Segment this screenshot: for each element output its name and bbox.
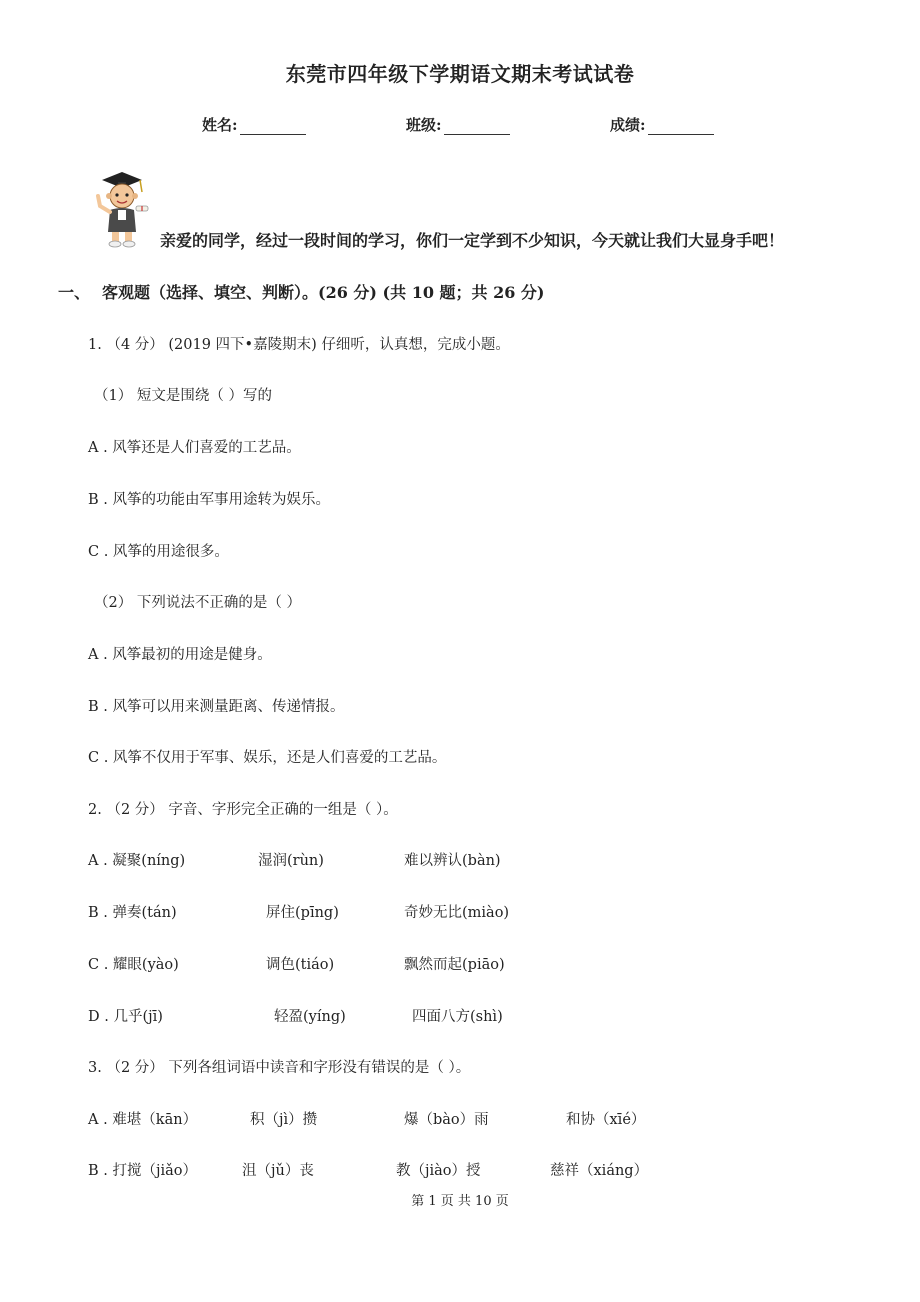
q3-stem: 3. （2 分） 下列各组词语中读音和字形没有错误的是（ ）。 [88,1060,471,1076]
q3-a-item-2: 积（jì）攒 [250,1112,318,1128]
q2-option-c [0,953,920,975]
q2-option-a [0,849,920,871]
student-mascot-icon [88,166,152,248]
q2-b-item-1: B . 弹奏(tán) [88,905,177,921]
q2-d-item-1: D . 几乎(jī) [88,1009,163,1025]
q2-c-item-2: 调色(tiáo) [266,957,335,973]
q2-a-item-2: 湿润(rùn) [258,853,324,869]
page-footer: 第 1 页 共 10 页 [411,1194,509,1209]
q2-b-item-3: 奇妙无比(miào) [404,905,510,921]
q3-b-item-4: 慈祥（xiáng） [550,1163,649,1179]
q2-d-item-3: 四面八方(shì) [412,1009,503,1025]
q2-c-item-3: 飘然而起(piāo) [404,957,505,973]
q1-sub1-option-b: B . 风筝的功能由军事用途转为娱乐。 [88,492,330,508]
q2-option-d [0,1005,920,1027]
q2-stem: 2. （2 分） 字音、字形完全正确的一组是（ ）。 [88,802,398,818]
q3-b-item-2: 沮（jǔ）丧 [242,1163,314,1179]
name-label: 姓名: [202,116,238,134]
q1-sub1-option-a: A . 风筝还是人们喜爱的工艺品。 [88,440,301,456]
section-title: 客观题（选择、填空、判断）。(26 分) (共 10 题；共 26 分) [102,283,545,302]
q2-option-b [0,901,920,923]
q2-c-item-1: C . 耀眼(yào) [88,957,179,973]
q2-d-item-2: 轻盈(yíng) [274,1009,346,1025]
q2-a-item-3: 难以辨认(bàn) [404,853,501,869]
q1-stem: 1. （4 分） (2019 四下•嘉陵期末) 仔细听，认真想，完成小题。 [88,337,510,353]
q1-sub2-option-b: B . 风筝可以用来测量距离、传递情报。 [88,699,345,715]
q3-a-item-1: A . 难堪（kān） [88,1112,198,1128]
q3-a-item-4: 和协（xīé） [566,1112,646,1128]
q3-b-item-1: B . 打搅（jiǎo） [88,1163,197,1179]
name-field [202,114,306,135]
score-label: 成绩: [610,116,646,134]
q1-sub2-stem: （2） 下列说法不正确的是（ ） [94,595,301,611]
q1-sub2-option-a: A . 风筝最初的用途是健身。 [88,647,272,663]
q3-option-a [0,1108,920,1130]
class-label: 班级: [406,116,442,134]
score-blank [648,118,714,135]
q2-a-item-1: A . 凝聚(níng) [88,853,186,869]
q1-sub1-stem: （1） 短文是围绕（ ）写的 [94,388,272,404]
name-blank [240,118,306,135]
class-field [406,114,510,135]
q3-option-b [0,1159,920,1181]
score-field [610,114,714,135]
q3-a-item-3: 爆（bào）雨 [404,1112,489,1128]
greeting-text: 亲爱的同学，经过一段时间的学习，你们一定学到不少知识，今天就让我们大显身手吧！ [160,231,785,250]
q3-b-item-3: 教（jiào）授 [396,1163,481,1179]
q2-b-item-2: 屏住(pīng) [266,905,339,921]
section-number: 一、 [58,283,91,302]
page-title: 东莞市四年级下学期语文期末考试试卷 [285,62,635,86]
q1-sub2-option-c: C . 风筝不仅用于军事、娱乐，还是人们喜爱的工艺品。 [88,750,447,766]
q1-sub1-option-c: C . 风筝的用途很多。 [88,544,229,560]
class-blank [444,118,510,135]
section-heading [58,280,545,303]
